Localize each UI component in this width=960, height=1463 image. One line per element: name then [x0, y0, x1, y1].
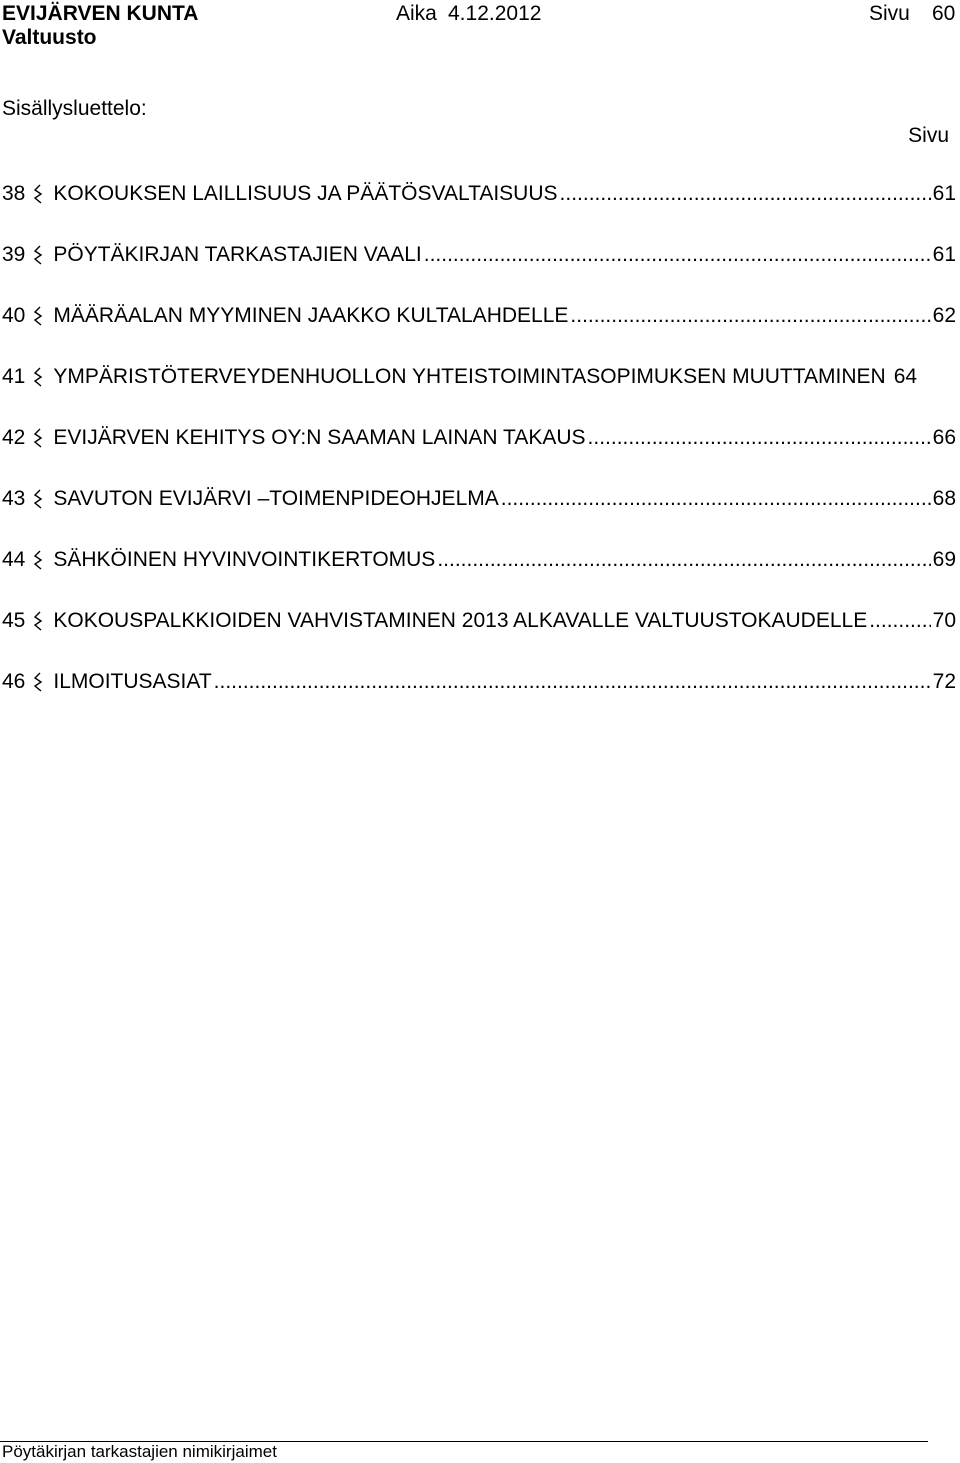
toc-item-title: SÄHKÖINEN HYVINVOINTIKERTOMUS — [53, 548, 436, 571]
toc-dot-leader — [560, 181, 931, 207]
section-sign-icon — [33, 426, 43, 450]
toc-item-number: 38 — [2, 182, 26, 205]
toc-dot-leader — [424, 242, 931, 268]
toc-item[interactable] — [2, 303, 956, 329]
toc-item-number: 45 — [2, 609, 26, 632]
toc-item-title: KOKOUKSEN LAILLISUUS JA PÄÄTÖSVALTAISUUS — [53, 182, 558, 205]
toc-item[interactable] — [2, 547, 956, 573]
section-sign-icon — [33, 609, 43, 633]
page-label: Sivu — [869, 2, 910, 25]
toc-item-page: 68 — [932, 487, 956, 510]
toc-dot-leader — [437, 547, 930, 573]
toc-item-title: PÖYTÄKIRJAN TARKASTAJIEN VAALI — [53, 243, 422, 266]
date-label: Aika — [396, 2, 437, 25]
toc-item-title: KOKOUSPALKKIOIDEN VAHVISTAMINEN 2013 ALKAVALLE VALTUUSTOKAUDELLE — [53, 609, 868, 632]
section-sign-icon — [33, 182, 43, 206]
toc-item-number: 46 — [2, 670, 26, 693]
toc-item-page: 61 — [932, 182, 956, 205]
toc-item-page: 64 — [893, 365, 918, 388]
toc-item-title: MÄÄRÄALAN MYYMINEN JAAKKO KULTALAHDELLE — [53, 304, 569, 327]
toc-dot-leader — [570, 303, 930, 329]
toc-item-page: 61 — [932, 243, 956, 266]
table-of-contents — [0, 0, 960, 720]
toc-item-page: 62 — [932, 304, 956, 327]
toc-page-column-header: Sivu — [908, 124, 949, 147]
section-sign-icon — [33, 487, 43, 511]
toc-dot-leader — [869, 608, 930, 634]
toc-item-number: 41 — [2, 365, 26, 388]
page-number: 60 — [932, 2, 956, 25]
toc-item[interactable] — [2, 425, 956, 451]
section-sign-icon — [33, 365, 43, 389]
toc-item-title: YMPÄRISTÖTERVEYDENHUOLLON YHTEISTOIMINTASOPIMUKSEN MUUTTAMINEN — [53, 365, 886, 388]
toc-item-number: 43 — [2, 487, 26, 510]
governing-body: Valtuusto — [2, 26, 97, 49]
toc-item-page: 70 — [932, 609, 956, 632]
toc-item[interactable] — [2, 608, 956, 634]
toc-item[interactable] — [2, 181, 956, 207]
toc-item[interactable] — [2, 486, 956, 512]
toc-item-title: ILMOITUSASIAT — [53, 670, 212, 693]
toc-dot-leader — [588, 425, 931, 451]
toc-item-page: 69 — [932, 548, 956, 571]
toc-item[interactable] — [2, 242, 956, 268]
toc-item-number: 42 — [2, 426, 26, 449]
footer-initials-label: Pöytäkirjan tarkastajien nimikirjaimet — [2, 1442, 277, 1461]
toc-item-number: 44 — [2, 548, 26, 571]
toc-dot-leader — [214, 669, 931, 695]
organization-name: EVIJÄRVEN KUNTA — [2, 2, 199, 25]
toc-item-page: 72 — [932, 670, 956, 693]
section-sign-icon — [33, 548, 43, 572]
toc-item-title: SAVUTON EVIJÄRVI –TOIMENPIDEOHJELMA — [53, 487, 499, 510]
toc-item-number: 39 — [2, 243, 26, 266]
section-sign-icon — [33, 670, 43, 694]
toc-dot-leader — [501, 486, 931, 512]
toc-item-number: 40 — [2, 304, 26, 327]
toc-item-page: 66 — [932, 426, 956, 449]
section-sign-icon — [33, 304, 43, 328]
toc-item[interactable] — [2, 669, 956, 695]
toc-item-title: EVIJÄRVEN KEHITYS OY:N SAAMAN LAINAN TAKAUS — [53, 426, 586, 449]
toc-title: Sisällysluettelo: — [2, 97, 147, 120]
section-sign-icon — [33, 243, 43, 267]
meeting-date: 4.12.2012 — [448, 2, 542, 25]
toc-item[interactable] — [2, 364, 956, 390]
